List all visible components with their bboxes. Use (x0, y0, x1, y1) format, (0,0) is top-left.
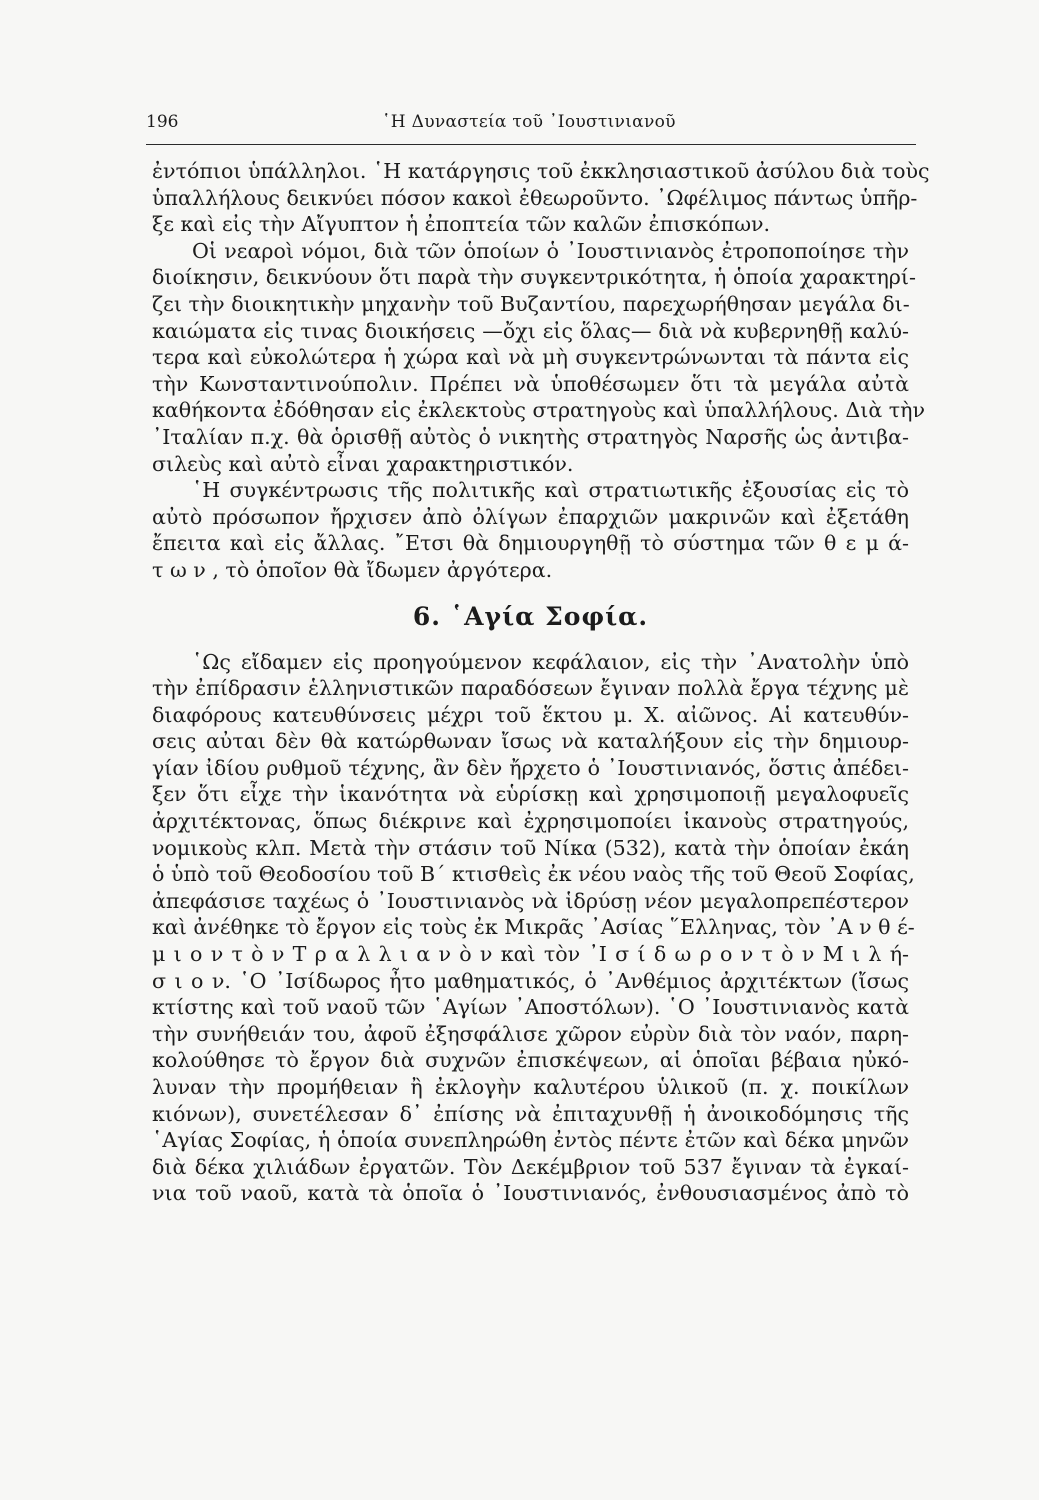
text-line: γίαν ἰδίου ρυθμοῦ τέχνης, ἂν δὲν ἤρχετο ὁ ᾿Ιουστινιανός, ὅστις ἀπέδει- (152, 755, 909, 780)
text-line: λυναν τὴν προμήθειαν ἢ ἐκλογὴν καλυτέρου ὑλικοῦ (π. χ. ποικίλων (152, 1075, 909, 1099)
text-line: σ ι ο ν. ῾Ο ᾿Ισίδωρος ἦτο μαθηματικός, ὁ ᾿Ανθέμιος ἀρχιτέκτων (ἴσως (152, 968, 909, 993)
text-line: ὑπαλλήλους δεικνύει πόσον κακοὶ ἐθεωροῦντο. ᾿Ωφέλιμος πάντως ὑπῆρ- (152, 185, 918, 210)
text-line: ῾Αγίας Σοφίας, ἡ ὁποία συνεπληρώθη ἐντὸς πέντε ἐτῶν καὶ δέκα μηνῶν (152, 1128, 909, 1153)
text-line: τὴν ἐπίδρασιν ἑλληνιστικῶν παραδόσεων ἔγιναν πολλὰ ἔργα τέχνης μὲ (152, 676, 909, 701)
text-line: τ ω ν , τὸ ὁποῖον θὰ ἴδωμεν ἀργότερα. (152, 557, 553, 582)
text-line: νια τοῦ ναοῦ, κατὰ τὰ ὁποῖα ὁ ᾿Ιουστινιανός, ἐνθουσιασμένος ἀπὸ τὸ (152, 1181, 909, 1206)
text-line: σεις αὐται δὲν θὰ κατώρθωναν ἴσως νὰ καταλήξουν εἰς τὴν δημιουρ- (152, 729, 909, 754)
text-line: τερα καὶ εὐκολώτερα ἡ χώρα καὶ νὰ μὴ συγκεντρώνωνται τὰ πάντα εἰς (152, 345, 909, 370)
text-line: ᾿Ιταλίαν π.χ. θὰ ὁρισθῇ αὐτὸς ὁ νικητὴς στρατηγὸς Ναρσῆς ὡς ἀντιβα- (152, 424, 909, 449)
text-line: ὁ ὑπὸ τοῦ Θεοδοσίου τοῦ Β΄ κτισθεὶς ἐκ νέου ναὸς τῆς τοῦ Θεοῦ Σοφίας, (152, 862, 915, 887)
text-line: Οἱ νεαροὶ νόμοι, διὰ τῶν ὁποίων ὁ ᾿Ιουστινιανὸς ἐτροποποίησε τὴν (192, 238, 909, 263)
text-line: κολούθησε τὸ ἔργον διὰ συχνῶν ἐπισκέψεων, αἱ ὁποῖαι βέβαια ηὐκό- (152, 1048, 909, 1073)
text-line: ῾Η συγκέντρωσις τῆς πολιτικῆς καὶ στρατιωτικῆς ἐξουσίας εἰς τὸ (192, 478, 909, 503)
text-line: ἐντόπιοι ὑπάλληλοι. ῾Η κατάργησις τοῦ ἐκκλησιαστικοῦ ἀσύλου διὰ τοὺς (152, 159, 930, 183)
text-line: διοίκησιν, δεικνύουν ὅτι παρὰ τὴν συγκεντρικότητα, ἡ ὁποία χαρακτηρί- (152, 265, 916, 290)
text-line: τὴν Κωνσταντινούπολιν. Πρέπει νὰ ὑποθέσωμεν ὅτι τὰ μεγάλα αὐτὰ (152, 371, 909, 396)
text-line: μ ι ο ν τ ὸ ν Τ ρ α λ λ ι α ν ὸ ν καὶ τὸν ᾿Ι σ ί δ ω ρ ο ν τ ὸ ν Μ ι λ ή- (152, 942, 909, 967)
running-header (146, 104, 916, 145)
section-heading: 6. ῾Αγία Σοφία. (412, 601, 649, 631)
running-title: ῾Η Δυναστεία τοῦ ᾿Ιουστινιανοῦ (382, 112, 676, 132)
page-number: 196 (146, 112, 179, 132)
text-line: αὐτὸ πρόσωπον ἤρχισεν ἀπὸ ὀλίγων ἐπαρχιῶν μακρινῶν καὶ ἐξετάθη (152, 504, 909, 529)
text-line: νομικοὺς κλπ. Μετὰ τὴν στάσιν τοῦ Νίκα (532), κατὰ τὴν ὁποίαν ἐκάη (152, 835, 909, 860)
text-line: κτίστης καὶ τοῦ ναοῦ τῶν ῾Αγίων ᾿Αποστόλων). ῾Ο ᾿Ιουστινιανὸς κατὰ (152, 995, 909, 1020)
text-line: καιώματα εἰς τινας διοικήσεις —ὄχι εἰς ὅλας— διὰ νὰ κυβερνηθῇ καλύ- (152, 318, 909, 343)
text-line: ἀρχιτέκτονας, ὅπως διέκρινε καὶ ἐχρησιμοποίει ἱκανοὺς στρατηγούς, (152, 809, 909, 834)
text-line: καὶ ἀνέθηκε τὸ ἔργον εἰς τοὺς ἐκ Μικρᾶς ᾿Ασίας ῞Ελληνας, τὸν ᾿Α ν θ έ- (152, 915, 915, 940)
text-line: ξε καὶ εἰς τὴν Αἴγυπτον ἡ ἐποπτεία τῶν καλῶν ἐπισκόπων. (152, 212, 771, 237)
text-line: ἔπειτα καὶ εἰς ἄλλας. ῎Ετσι θὰ δημιουργηθῇ τὸ σύστημα τῶν θ ε μ ά- (152, 531, 909, 556)
text-line: διαφόρους κατευθύνσεις μέχρι τοῦ ἕκτου μ. Χ. αἰῶνος. Αἱ κατευθύν- (152, 702, 909, 727)
text-line: σιλεὺς καὶ αὐτὸ εἶναι χαρακτηριστικόν. (152, 451, 574, 476)
text-line: κιόνων), συνετέλεσαν δ᾿ ἐπίσης νὰ ἐπιταχυνθῇ ἡ ἀνοικοδόμησις τῆς (152, 1101, 909, 1126)
text-line: ῾Ως εἴδαμεν εἰς προηγούμενον κεφάλαιον, εἰς τὴν ᾿Ανατολὴν ὑπὸ (192, 649, 909, 674)
text-line: ξεν ὅτι εἶχε τὴν ἱκανότητα νὰ εὑρίσκῃ καὶ χρησιμοποιῇ μεγαλοφυεῖς (152, 782, 909, 807)
body-text (152, 158, 930, 1207)
text-line: τὴν συνήθειάν του, ἀφοῦ ἐξησφάλισε χῶρον εὐρὺν διὰ τὸν ναόν, παρη- (152, 1021, 909, 1046)
text-line: ζει τὴν διοικητικὴν μηχανὴν τοῦ Βυζαντίου, παρεχωρήθησαν μεγάλα δι- (152, 291, 910, 316)
text-line: διὰ δέκα χιλιάδων ἐργατῶν. Τὸν Δεκέμβριον τοῦ 537 ἔγιναν τὰ ἐγκαί- (152, 1154, 909, 1179)
text-line: ἀπεφάσισε ταχέως ὁ ᾿Ιουστινιανὸς νὰ ἱδρύσῃ νέον μεγαλοπρεπέστερον (152, 888, 909, 913)
text-line: καθήκοντα ἐδόθησαν εἰς ἐκλεκτοὺς στρατηγοὺς καὶ ὑπαλλήλους. Διὰ τὴν (152, 398, 926, 423)
